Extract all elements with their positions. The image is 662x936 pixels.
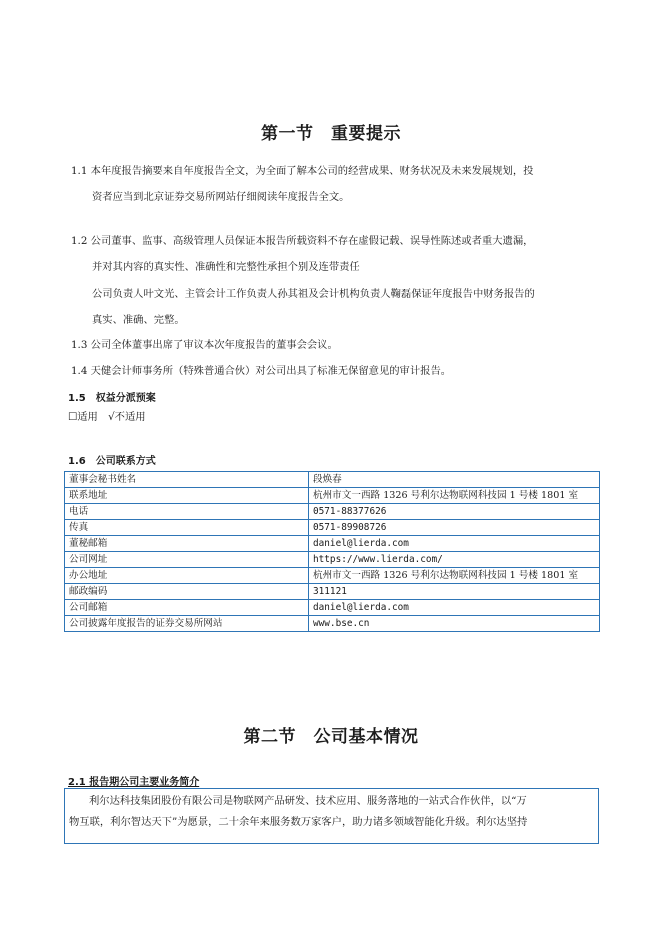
- table-row: [65, 552, 600, 568]
- contact-table: [64, 471, 600, 632]
- paragraph-1-1-line1: 1.1 本年度报告摘要来自年度报告全文，为全面了解本公司的经营成果、财务状况及未来发展规划，投: [71, 165, 534, 177]
- contact-label-cell: 董事会秘书姓名: [65, 472, 309, 488]
- contact-value-cell: 311121: [309, 584, 600, 600]
- contact-value-cell: 0571-88377626: [309, 504, 600, 520]
- paragraph-1-2-line4: 真实、准确、完整。: [92, 314, 185, 326]
- contact-label-cell: 公司邮箱: [65, 600, 309, 616]
- contact-value-cell: 0571-89908726: [309, 520, 600, 536]
- heading-1-6: 1.6 公司联系方式: [68, 456, 156, 467]
- contact-value-cell: 杭州市文一西路 1326 号利尔达物联网科技园 1 号楼 1801 室: [309, 488, 600, 504]
- contact-label-cell: 联系地址: [65, 488, 309, 504]
- applicability-checkbox-text: ☐适用 √不适用: [68, 411, 146, 423]
- contact-value-cell: www.bse.cn: [309, 616, 600, 632]
- business-intro-box: [64, 788, 599, 844]
- business-intro-line1: 利尔达科技集团股份有限公司是物联网产品研发、技术应用、服务落地的一站式合作伙伴，以“万: [89, 795, 527, 807]
- paragraph-1-2-line2: 并对其内容的真实性、准确性和完整性承担个别及连带责任: [92, 261, 360, 273]
- table-row: [65, 600, 600, 616]
- paragraph-1-1-line2: 资者应当到北京证券交易所网站仔细阅读年度报告全文。: [92, 191, 350, 203]
- contact-value-cell: daniel@lierda.com: [309, 536, 600, 552]
- table-row: [65, 520, 600, 536]
- section-2-title: 第二节 公司基本情况: [243, 727, 419, 747]
- contact-label-cell: 公司披露年度报告的证券交易所网站: [65, 616, 309, 632]
- table-row: [65, 504, 600, 520]
- table-row: [65, 488, 600, 504]
- table-row: [65, 584, 600, 600]
- contact-value-cell: daniel@lierda.com: [309, 600, 600, 616]
- contact-label-cell: 邮政编码: [65, 584, 309, 600]
- contact-label-cell: 董秘邮箱: [65, 536, 309, 552]
- contact-value-cell: https://www.lierda.com/: [309, 552, 600, 568]
- paragraph-1-3: 1.3 公司全体董事出席了审议本次年度报告的董事会会议。: [71, 339, 338, 351]
- table-row: [65, 616, 600, 632]
- table-row: [65, 472, 600, 488]
- contact-label-cell: 传真: [65, 520, 309, 536]
- paragraph-1-4: 1.4 天健会计师事务所（特殊普通合伙）对公司出具了标准无保留意见的审计报告。: [71, 365, 452, 377]
- table-row: [65, 536, 600, 552]
- contact-label-cell: 办公地址: [65, 568, 309, 584]
- contact-value-cell: 段焕春: [309, 472, 600, 488]
- business-intro-line2: 物互联，利尔智达天下”为愿景，二十余年来服务数万家客户，助力诸多领域智能化升级。利尔达坚持: [69, 816, 528, 828]
- heading-2-1: 2.1 报告期公司主要业务简介: [68, 777, 200, 788]
- table-row: [65, 568, 600, 584]
- paragraph-1-2-line1: 1.2 公司董事、监事、高级管理人员保证本报告所载资料不存在虚假记载、误导性陈述或者重大遗漏，: [71, 235, 534, 247]
- section-1-title: 第一节 重要提示: [261, 124, 401, 144]
- heading-1-5: 1.5 权益分派预案: [68, 393, 156, 404]
- contact-label-cell: 公司网址: [65, 552, 309, 568]
- contact-label-cell: 电话: [65, 504, 309, 520]
- paragraph-1-2-line3: 公司负责人叶文光、主管会计工作负责人孙其祖及会计机构负责人鞠磊保证年度报告中财务报告的: [92, 288, 535, 300]
- contact-value-cell: 杭州市文一西路 1326 号利尔达物联网科技园 1 号楼 1801 室: [309, 568, 600, 584]
